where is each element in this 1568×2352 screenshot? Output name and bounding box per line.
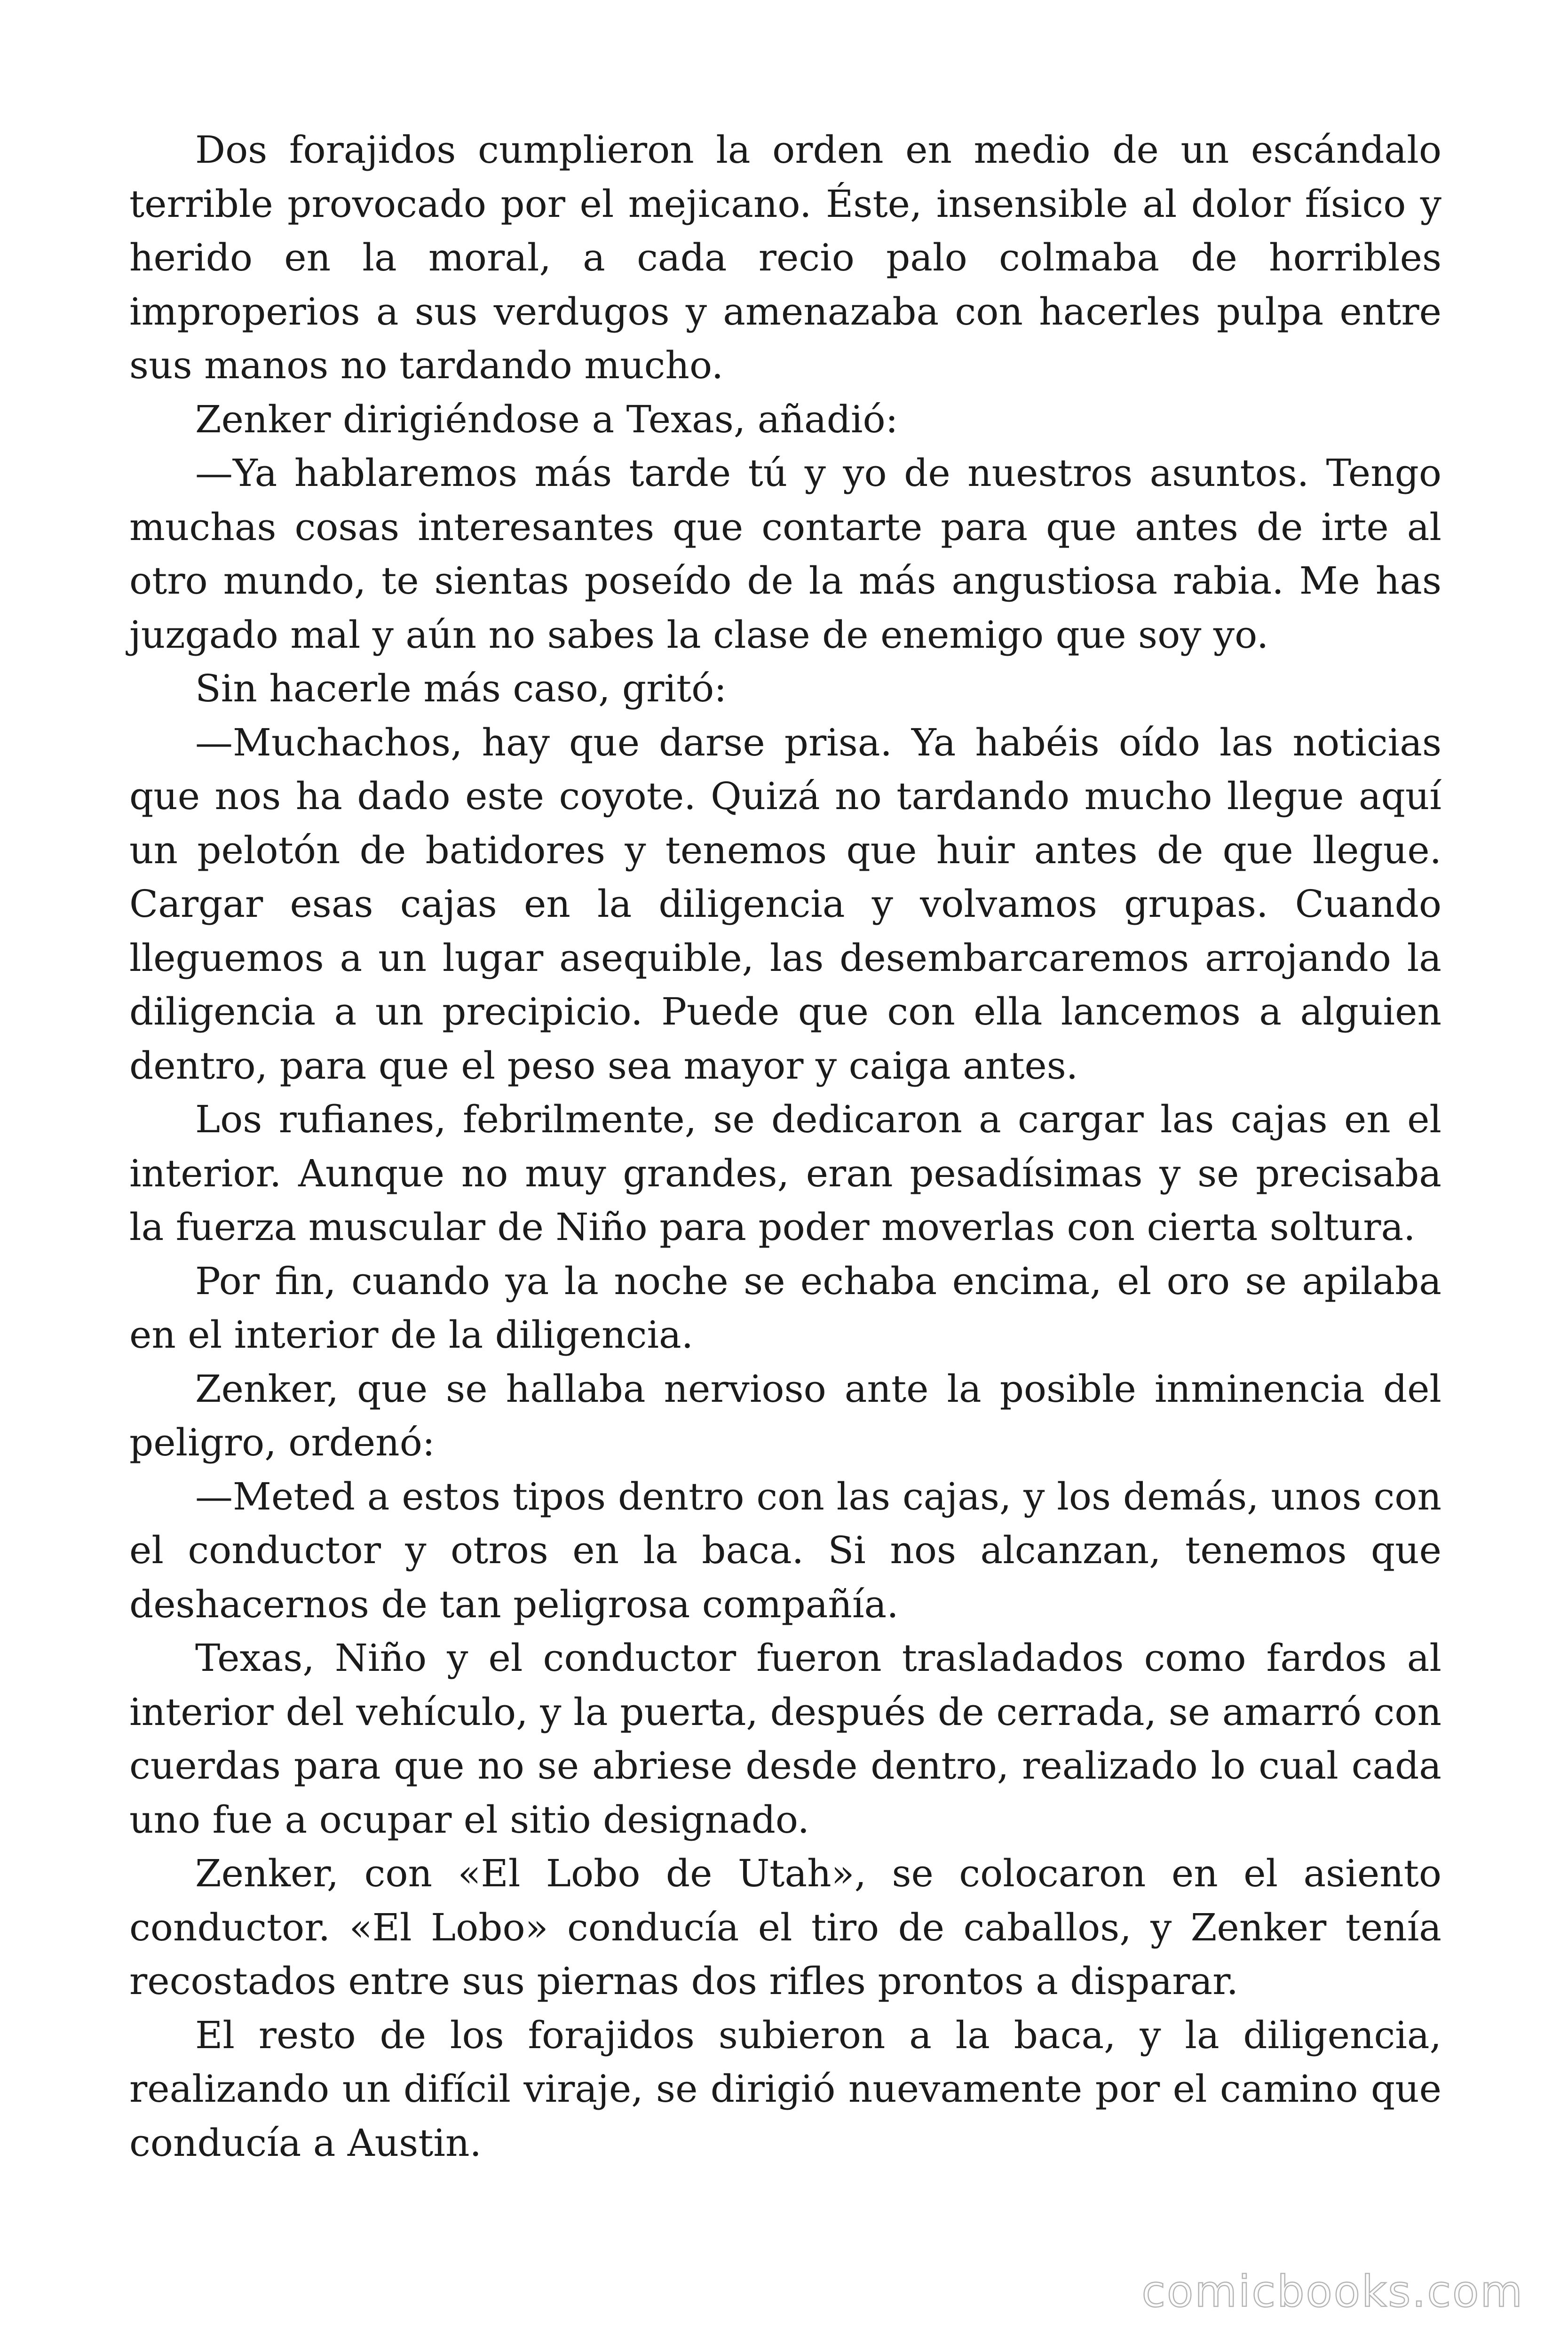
paragraph: Dos forajidos cumplieron la orden en medio de un escándalo terrible provocado por el mejicano. Éste, insensible al dolor físico y herido en la moral, a cada recio palo colmaba de horribles improperios a sus verdugos y amenazaba con hacerles pulpa entre sus manos no tardando mucho. [129,128,1441,387]
watermark-text: comicbooks.com [1141,2266,1524,2317]
paragraph: Texas, Niño y el conductor fueron trasladados como fardos al interior del vehículo, y la puerta, después de cerrada, se amarró con cuerdas para que no se abriese desde dentro, realizado lo cual cada uno fue a ocupar el sitio designado. [129,1636,1441,1842]
paragraph: Los rufianes, febrilmente, se dedicaron a cargar las cajas en el interior. Aunque no muy grandes, eran pesadísimas y se precisaba la fuerza muscular de Niño para poder moverlas con cierta soltura. [129,1097,1441,1249]
paragraph: Zenker, con «El Lobo de Utah», se colocaron en el asiento conductor. «El Lobo» conducía el tiro de caballos, y Zenker tenía recostados entre sus piernas dos rifles prontos a disparar. [129,1851,1441,2003]
paragraph: Zenker dirigiéndose a Texas, añadió: [195,397,898,441]
paragraph: Zenker, que se hallaba nervioso ante la posible inminencia del peligro, ordenó: [129,1367,1441,1464]
paragraph: —Meted a estos tipos dentro con las cajas, y los demás, unos con el conductor y otros en la baca. Si nos alcanzan, tenemos que deshacernos de tan peligrosa compañía. [129,1474,1441,1626]
paragraph: El resto de los forajidos subieron a la baca, y la diligencia, realizando un difícil viraje, se dirigió nuevamente por el camino que conducía a Austin. [129,2013,1441,2165]
paragraph: Sin hacerle más caso, gritó: [195,667,727,710]
paragraph: Por fin, cuando ya la noche se echaba encima, el oro se apilaba en el interior de la diligencia. [129,1259,1441,1357]
paragraph: —Ya hablaremos más tarde tú y yo de nuestros asuntos. Tengo muchas cosas interesantes que contarte para que antes de irte al otro mundo, te sientas poseído de la más angustiosa rabia. Me has juzgado mal y aún no sabes la clase de enemigo que soy yo. [129,451,1441,657]
paragraph: —Muchachos, hay que darse prisa. Ya habéis oído las noticias que nos ha dado este coyote. Quizá no tardando mucho llegue aquí un pelotón de batidores y tenemos que huir antes de que llegue. Cargar esas cajas en la diligencia y volvamos grupas. Cuando lleguemos a un lugar asequible, las desembarcaremos arrojando la diligencia a un precipicio. Puede que con ella lancemos a alguien dentro, para que el peso sea mayor y caiga antes. [129,720,1441,1088]
body-text [129,123,1441,2170]
